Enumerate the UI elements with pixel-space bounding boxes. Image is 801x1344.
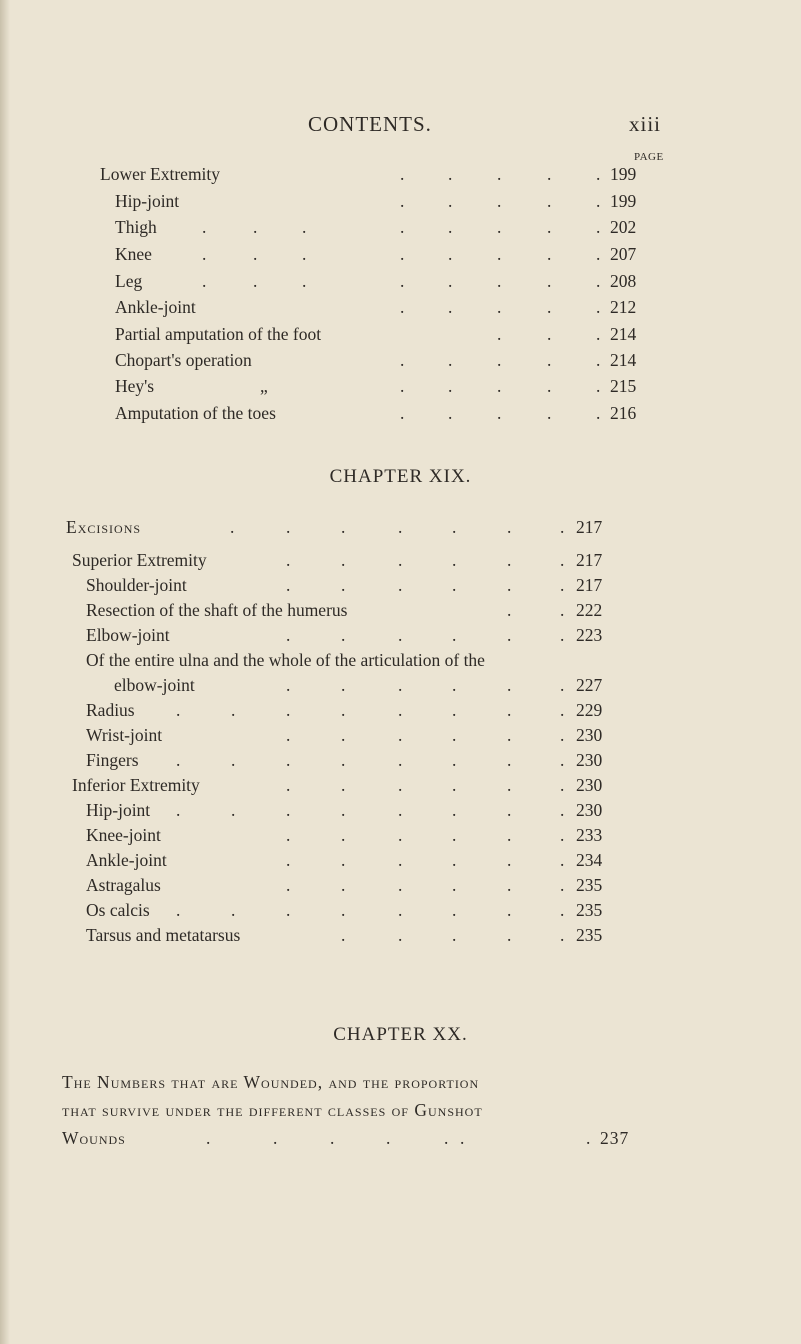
toc-entry-page: 235 <box>576 900 603 920</box>
leader-dot: . <box>398 850 403 870</box>
toc-entry <box>0 648 801 672</box>
toc-entry-page: 234 <box>576 850 603 870</box>
leader-dot: . <box>206 1128 212 1148</box>
leader-dot: . <box>398 825 403 845</box>
leader-dot: . <box>507 700 512 720</box>
toc-entry <box>0 215 801 239</box>
leader-dot: . <box>400 191 405 211</box>
leader-dot: . <box>507 775 512 795</box>
leader-dot: . <box>560 925 565 945</box>
leader-dot: . <box>286 875 291 895</box>
leader-dot: . <box>497 324 502 344</box>
leader-dot: . <box>448 403 453 423</box>
toc-entry <box>0 242 801 266</box>
leader-dot: . <box>400 403 405 423</box>
toc-entry-page: 202 <box>610 217 637 237</box>
leader-dot: . <box>253 217 258 237</box>
leader-dot: . <box>547 376 552 396</box>
leader-dot: . <box>507 625 512 645</box>
leader-dot: . <box>452 700 457 720</box>
leader-dot: . <box>302 244 307 264</box>
toc-entry <box>0 798 801 822</box>
toc-entry-page: 207 <box>610 244 637 264</box>
toc-entry <box>0 623 801 647</box>
leader-dot: . <box>560 825 565 845</box>
toc-entry <box>0 723 801 747</box>
toc-entry-label: Thigh <box>115 217 157 237</box>
toc-entry-label: Radius <box>86 700 135 720</box>
leader-dot: . <box>398 775 403 795</box>
leader-dot: . <box>497 376 502 396</box>
toc-entry <box>0 515 801 539</box>
leader-dot: . <box>452 725 457 745</box>
toc-entry <box>0 848 801 872</box>
leader-dot: . <box>448 376 453 396</box>
toc-entry-label: Knee <box>115 244 152 264</box>
leader-dot: . <box>596 217 601 237</box>
leader-dot: . <box>400 350 405 370</box>
toc-entry-page: 230 <box>576 725 603 745</box>
leader-dot: . <box>286 725 291 745</box>
toc-entry-label: Astragalus <box>86 875 161 895</box>
leader-dot: . <box>507 675 512 695</box>
leader-dot: . <box>448 217 453 237</box>
leader-dot: . <box>176 800 181 820</box>
leader-dot: . <box>547 244 552 264</box>
toc-entry-label: Os calcis <box>86 900 150 920</box>
leader-dot: . <box>400 164 405 184</box>
leader-dot: . <box>507 575 512 595</box>
toc-entry-page: 235 <box>576 875 603 895</box>
toc-entry-page: 229 <box>576 700 603 720</box>
leader-dot: . <box>560 875 565 895</box>
leader-dot: . <box>560 575 565 595</box>
toc-entry-label: Chopart's operation <box>115 350 252 370</box>
toc-entry-page: 199 <box>610 164 637 184</box>
leader-dot: . <box>507 850 512 870</box>
leader-dot: . <box>507 925 512 945</box>
toc-entry <box>0 598 801 622</box>
leader-dot: . <box>286 775 291 795</box>
chapter-heading: CHAPTER XIX. <box>329 466 472 487</box>
leader-dot: . <box>341 850 346 870</box>
running-header-title: CONTENTS. <box>308 112 432 136</box>
leader-dot: . <box>596 244 601 264</box>
leader-dot: . <box>560 900 565 920</box>
leader-dot: . <box>341 700 346 720</box>
toc-entry-label: Of the entire ulna and the whole of the articulation of the <box>86 650 485 670</box>
leader-dot: . <box>560 700 565 720</box>
toc-entry-label: Superior Extremity <box>72 550 207 570</box>
toc-entry <box>0 189 801 213</box>
leader-dot: . <box>452 625 457 645</box>
leader-dot: . <box>341 575 346 595</box>
leader-dot: . <box>398 725 403 745</box>
leader-dot: . <box>596 297 601 317</box>
leader-dot: . <box>398 675 403 695</box>
leader-dot: . <box>286 575 291 595</box>
leader-dot: . <box>398 750 403 770</box>
leader-dot: . <box>400 297 405 317</box>
leader-dot: . <box>448 191 453 211</box>
toc-entry-label: elbow-joint <box>114 675 195 695</box>
toc-entry <box>0 873 801 897</box>
leader-dot: . <box>176 750 181 770</box>
leader-dot: . <box>452 517 457 537</box>
leader-dot: . <box>398 625 403 645</box>
leader-dot: . <box>176 700 181 720</box>
leader-dot: . <box>452 550 457 570</box>
leader-dot: . <box>444 1128 450 1148</box>
leader-dot: . <box>452 800 457 820</box>
leader-dot: . <box>596 271 601 291</box>
toc-entry <box>0 269 801 293</box>
leader-dot: . <box>497 403 502 423</box>
leader-dot: . <box>398 517 403 537</box>
leader-dot: . <box>341 517 346 537</box>
toc-entry <box>0 773 801 797</box>
leader-dot: . <box>547 324 552 344</box>
leader-dot: . <box>460 1128 466 1148</box>
leader-dot: . <box>286 700 291 720</box>
toc-entry <box>0 295 801 319</box>
toc-entry-page: 199 <box>610 191 637 211</box>
leader-dot: . <box>286 750 291 770</box>
leader-dot: . <box>398 800 403 820</box>
leader-dot: . <box>586 1128 592 1148</box>
leader-dot: . <box>341 775 346 795</box>
leader-dot: . <box>231 800 236 820</box>
leader-dot: . <box>286 550 291 570</box>
leader-dot: . <box>398 925 403 945</box>
leader-dot: . <box>547 271 552 291</box>
leader-dot: . <box>560 850 565 870</box>
toc-entry <box>0 698 801 722</box>
leader-dot: . <box>560 725 565 745</box>
toc-entry-label: Wrist-joint <box>86 725 163 745</box>
toc-entry-page: 235 <box>576 925 603 945</box>
leader-dot: . <box>341 675 346 695</box>
toc-entry-page: 223 <box>576 625 603 645</box>
toc-entry-page: 230 <box>576 800 603 820</box>
leader-dot: . <box>560 675 565 695</box>
leader-dot: . <box>341 725 346 745</box>
leader-dot: . <box>547 297 552 317</box>
leader-dot: . <box>560 550 565 570</box>
ditto-mark: „ <box>260 376 268 396</box>
toc-entry <box>0 573 801 597</box>
leader-dot: . <box>452 675 457 695</box>
toc-entry-label: Elbow-joint <box>86 625 170 645</box>
leader-dot: . <box>341 625 346 645</box>
leader-dot: . <box>507 800 512 820</box>
leader-dot: . <box>231 700 236 720</box>
toc-entry-line <box>0 1070 801 1094</box>
toc-entry-page: 217 <box>576 517 603 537</box>
toc-entry-label: Hip-joint <box>115 191 180 211</box>
toc-entry-line <box>0 1126 801 1150</box>
leader-dot: . <box>596 350 601 370</box>
leader-dot: . <box>341 750 346 770</box>
leader-dot: . <box>560 517 565 537</box>
leader-dot: . <box>507 600 512 620</box>
leader-dot: . <box>286 800 291 820</box>
toc-entry-page: 208 <box>610 271 637 291</box>
leader-dot: . <box>230 517 235 537</box>
leader-dot: . <box>547 403 552 423</box>
leader-dot: . <box>497 217 502 237</box>
toc-entry-label: Tarsus and metatarsus <box>86 925 241 945</box>
toc-entry-page: 217 <box>576 550 603 570</box>
toc-entry-page: 216 <box>610 403 637 423</box>
leader-dot: . <box>253 271 258 291</box>
leader-dot: . <box>596 376 601 396</box>
leader-dot: . <box>286 625 291 645</box>
leader-dot: . <box>547 350 552 370</box>
leader-dot: . <box>507 875 512 895</box>
toc-entry-label: Ankle-joint <box>115 297 196 317</box>
leader-dot: . <box>452 925 457 945</box>
toc-entry <box>0 162 801 186</box>
leader-dot: . <box>202 244 207 264</box>
leader-dot: . <box>386 1128 392 1148</box>
leader-dot: . <box>448 271 453 291</box>
leader-dot: . <box>448 297 453 317</box>
leader-dot: . <box>507 825 512 845</box>
leader-dot: . <box>560 750 565 770</box>
toc-entry-page: 214 <box>610 324 637 344</box>
toc-entry-page: 214 <box>610 350 637 370</box>
toc-entry <box>0 923 801 947</box>
leader-dot: . <box>448 164 453 184</box>
leader-dot: . <box>507 550 512 570</box>
toc-entry-label: Hip-joint <box>86 800 151 820</box>
leader-dot: . <box>330 1128 336 1148</box>
leader-dot: . <box>452 750 457 770</box>
leader-dot: . <box>560 800 565 820</box>
leader-dot: . <box>507 517 512 537</box>
leader-dot: . <box>547 164 552 184</box>
leader-dot: . <box>560 625 565 645</box>
toc-entry-label: Lower Extremity <box>100 164 221 184</box>
leader-dot: . <box>452 825 457 845</box>
toc-entry-label: Knee-joint <box>86 825 161 845</box>
toc-entry <box>0 548 801 572</box>
page-number: xiii <box>629 112 662 136</box>
leader-dot: . <box>497 297 502 317</box>
leader-dot: . <box>596 164 601 184</box>
leader-dot: . <box>302 271 307 291</box>
leader-dot: . <box>286 900 291 920</box>
leader-dot: . <box>341 825 346 845</box>
leader-dot: . <box>202 217 207 237</box>
leader-dot: . <box>400 271 405 291</box>
toc-entry-label: The Numbers that are Wounded, and the proportion <box>62 1072 480 1092</box>
leader-dot: . <box>497 244 502 264</box>
leader-dot: . <box>448 244 453 264</box>
leader-dot: . <box>497 191 502 211</box>
toc-entry <box>0 401 801 425</box>
page-column-label: PAGE <box>634 151 664 163</box>
toc-entry-page: 227 <box>576 675 603 695</box>
toc-entry <box>0 898 801 922</box>
leader-dot: . <box>497 164 502 184</box>
leader-dot: . <box>452 850 457 870</box>
leader-dot: . <box>398 875 403 895</box>
toc-entry-label: Fingers <box>86 750 139 770</box>
toc-entry-label: Amputation of the toes <box>115 403 276 423</box>
leader-dot: . <box>202 271 207 291</box>
leader-dot: . <box>341 550 346 570</box>
leader-dot: . <box>452 875 457 895</box>
toc-entry-page: 230 <box>576 775 603 795</box>
toc-entry <box>0 322 801 346</box>
leader-dot: . <box>507 725 512 745</box>
toc-entry-label: Resection of the shaft of the humerus <box>86 600 348 620</box>
leader-dot: . <box>253 244 258 264</box>
leader-dot: . <box>596 403 601 423</box>
toc-entry-label: Hey's <box>115 376 155 396</box>
leader-dot: . <box>286 850 291 870</box>
toc-entry-label: Leg <box>115 271 143 291</box>
leader-dot: . <box>176 900 181 920</box>
toc-entry-page: 233 <box>576 825 603 845</box>
toc-entry-page: 217 <box>576 575 603 595</box>
leader-dot: . <box>286 675 291 695</box>
toc-entry-page: 212 <box>610 297 637 317</box>
leader-dot: . <box>596 324 601 344</box>
leader-dot: . <box>231 750 236 770</box>
leader-dot: . <box>398 700 403 720</box>
toc-entry-label: Shoulder-joint <box>86 575 187 595</box>
toc-entry <box>0 823 801 847</box>
leader-dot: . <box>398 900 403 920</box>
toc-entry-label: Wounds <box>62 1128 126 1148</box>
leader-dot: . <box>341 800 346 820</box>
leader-dot: . <box>400 376 405 396</box>
leader-dot: . <box>507 900 512 920</box>
leader-dot: . <box>497 271 502 291</box>
leader-dot: . <box>286 825 291 845</box>
chapter-heading: CHAPTER XX. <box>333 1024 468 1045</box>
leader-dot: . <box>560 775 565 795</box>
leader-dot: . <box>341 875 346 895</box>
leader-dot: . <box>398 550 403 570</box>
toc-entry <box>0 374 801 398</box>
leader-dot: . <box>560 600 565 620</box>
leader-dot: . <box>452 575 457 595</box>
leader-dot: . <box>302 217 307 237</box>
leader-dot: . <box>398 575 403 595</box>
toc-entry-page: 215 <box>610 376 637 396</box>
leader-dot: . <box>400 244 405 264</box>
toc-entry <box>0 748 801 772</box>
leader-dot: . <box>547 217 552 237</box>
toc-entry-label: Ankle-joint <box>86 850 167 870</box>
leader-dot: . <box>452 775 457 795</box>
toc-entry <box>0 673 801 697</box>
toc-entry-page: 222 <box>576 600 603 620</box>
toc-entry-label: Partial amputation of the foot <box>115 324 322 344</box>
toc-entry-label: that survive under the different classes of Gunshot <box>62 1100 483 1120</box>
leader-dot: . <box>547 191 552 211</box>
toc-entry-page: 237 <box>600 1128 630 1148</box>
leader-dot: . <box>507 750 512 770</box>
leader-dot: . <box>596 191 601 211</box>
toc-entry-page: 230 <box>576 750 603 770</box>
leader-dot: . <box>497 350 502 370</box>
leader-dot: . <box>341 925 346 945</box>
toc-entry-label: Inferior Extremity <box>72 775 200 795</box>
leader-dot: . <box>273 1128 279 1148</box>
leader-dot: . <box>286 517 291 537</box>
leader-dot: . <box>448 350 453 370</box>
leader-dot: . <box>341 900 346 920</box>
toc-entry <box>0 348 801 372</box>
leader-dot: . <box>400 217 405 237</box>
toc-entry-line <box>0 1098 801 1122</box>
leader-dot: . <box>452 900 457 920</box>
toc-entry-label: Excisions <box>66 517 142 537</box>
leader-dot: . <box>231 900 236 920</box>
